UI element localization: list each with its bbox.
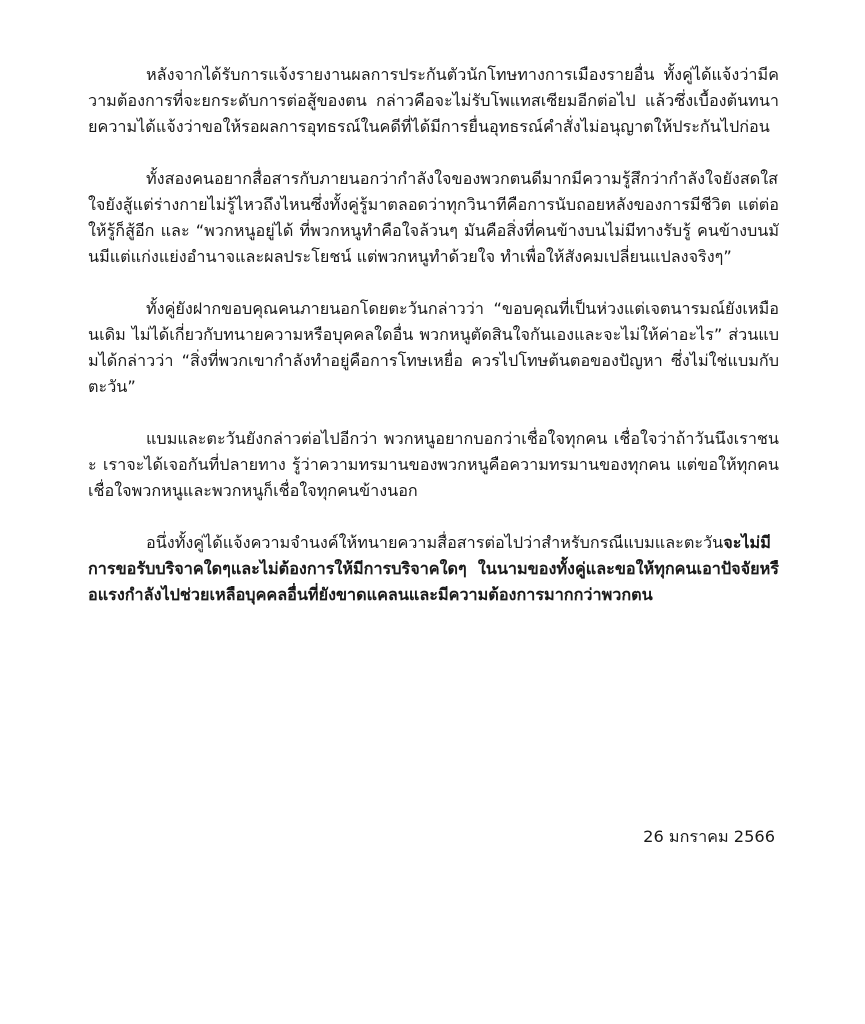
- paragraph-2: ทั้งสองคนอยากสื่อสารกับภายนอกว่ากำลังใจของพวกตนดีมากมีความรู้สึกว่ากำลังใจยังสดใสใจยังสู้แต่ร่างกายไม่รู้ไหวถึงไหนซึ่งทั้งคู่รู้มาตลอดว่าทุกวินาทีคือการนับถอยหลังของการมีชีวิต แต่ต่อให้รู้ก็สู้อีก และ “พวกหนูอยู่ได้ ที่พวกหนูทำคือใจล้วนๆ มันคือสิ่งที่คนข้างบนไม่มีทางรับรู้ คนข้างบนมันมีแต่แก่งแย่งอำนาจและผลประโยชน์ แต่พวกหนูทำด้วยใจ ทำเพื่อให้สังคมเปลี่ยนแปลงจริงๆ”: [88, 169, 779, 266]
- paragraph-4: แบมและตะวันยังกล่าวต่อไปอีกว่า พวกหนูอยากบอกว่าเชื่อใจทุกคน เชื่อใจว่าถ้าวันนึงเราชนะ เราจะได้เจอกันที่ปลายทาง รู้ว่าความทรมานของพวกหนูคือความทรมานของทุกคน แต่ขอให้ทุกคนเชื่อใจพวกหนูและพวกหนูก็เชื่อใจทุกคนข้างนอก: [88, 429, 779, 500]
- paragraph-5-lead: อนึ่งทั้งคู่ได้แจ้งความจำนงค์ให้ทนายความสื่อสารต่อไปว่าสำหรับกรณีแบมและตะวัน: [146, 533, 724, 552]
- paragraph-3: ทั้งคู่ยังฝากขอบคุณคนภายนอกโดยตะวันกล่าวว่า “ขอบคุณที่เป็นห่วงแต่เจตนารมณ์ยังเหมือนเดิม ไม่ได้เกี่ยวกับทนายความหรือบุคคลใดอื่น พวกหนูตัดสินใจกันเองและจะไม่ให้ค่าอะไร” ส่วนแบมได้กล่าวว่า “สิ่งที่พวกเขากำลังทำอยู่คือการโทษเหยื่อ ควรไปโทษต้นตอของปัญหา ซึ่งไม่ใช่แบมกับตะวัน”: [88, 299, 779, 396]
- paragraph-5-bold: จะไม่มีการขอรับบริจาคใดๆและไม่ต้องการให้มีการบริจาคใดๆ ในนามของทั้งคู่และขอให้ทุกคนเอาปัจจัยหรือแรงกำลังไปช่วยเหลือบุคคลอื่นที่ยังขาดแคลนและมีความต้องการมากกว่าพวกตน: [88, 533, 779, 604]
- paragraph-1: หลังจากได้รับการแจ้งรายงานผลการประกันตัวนักโทษทางการเมืองรายอื่น ทั้งคู่ได้แจ้งว่ามีความต้องการที่จะยกระดับการต่อสู้ของตน กล่าวคือจะไม่รับโพแทสเซียมอีกต่อไป แล้วซึ่งเบื้องต้นทนายความได้แจ้งว่าขอให้รอผลการอุทธรณ์ในคดีที่ได้มีการยื่นอุทธรณ์คำสั่งไม่อนุญาตให้ประกันไปก่อน: [88, 65, 779, 136]
- paragraph-5: [88, 530, 779, 608]
- document-date: 26 มกราคม 2566: [643, 827, 775, 846]
